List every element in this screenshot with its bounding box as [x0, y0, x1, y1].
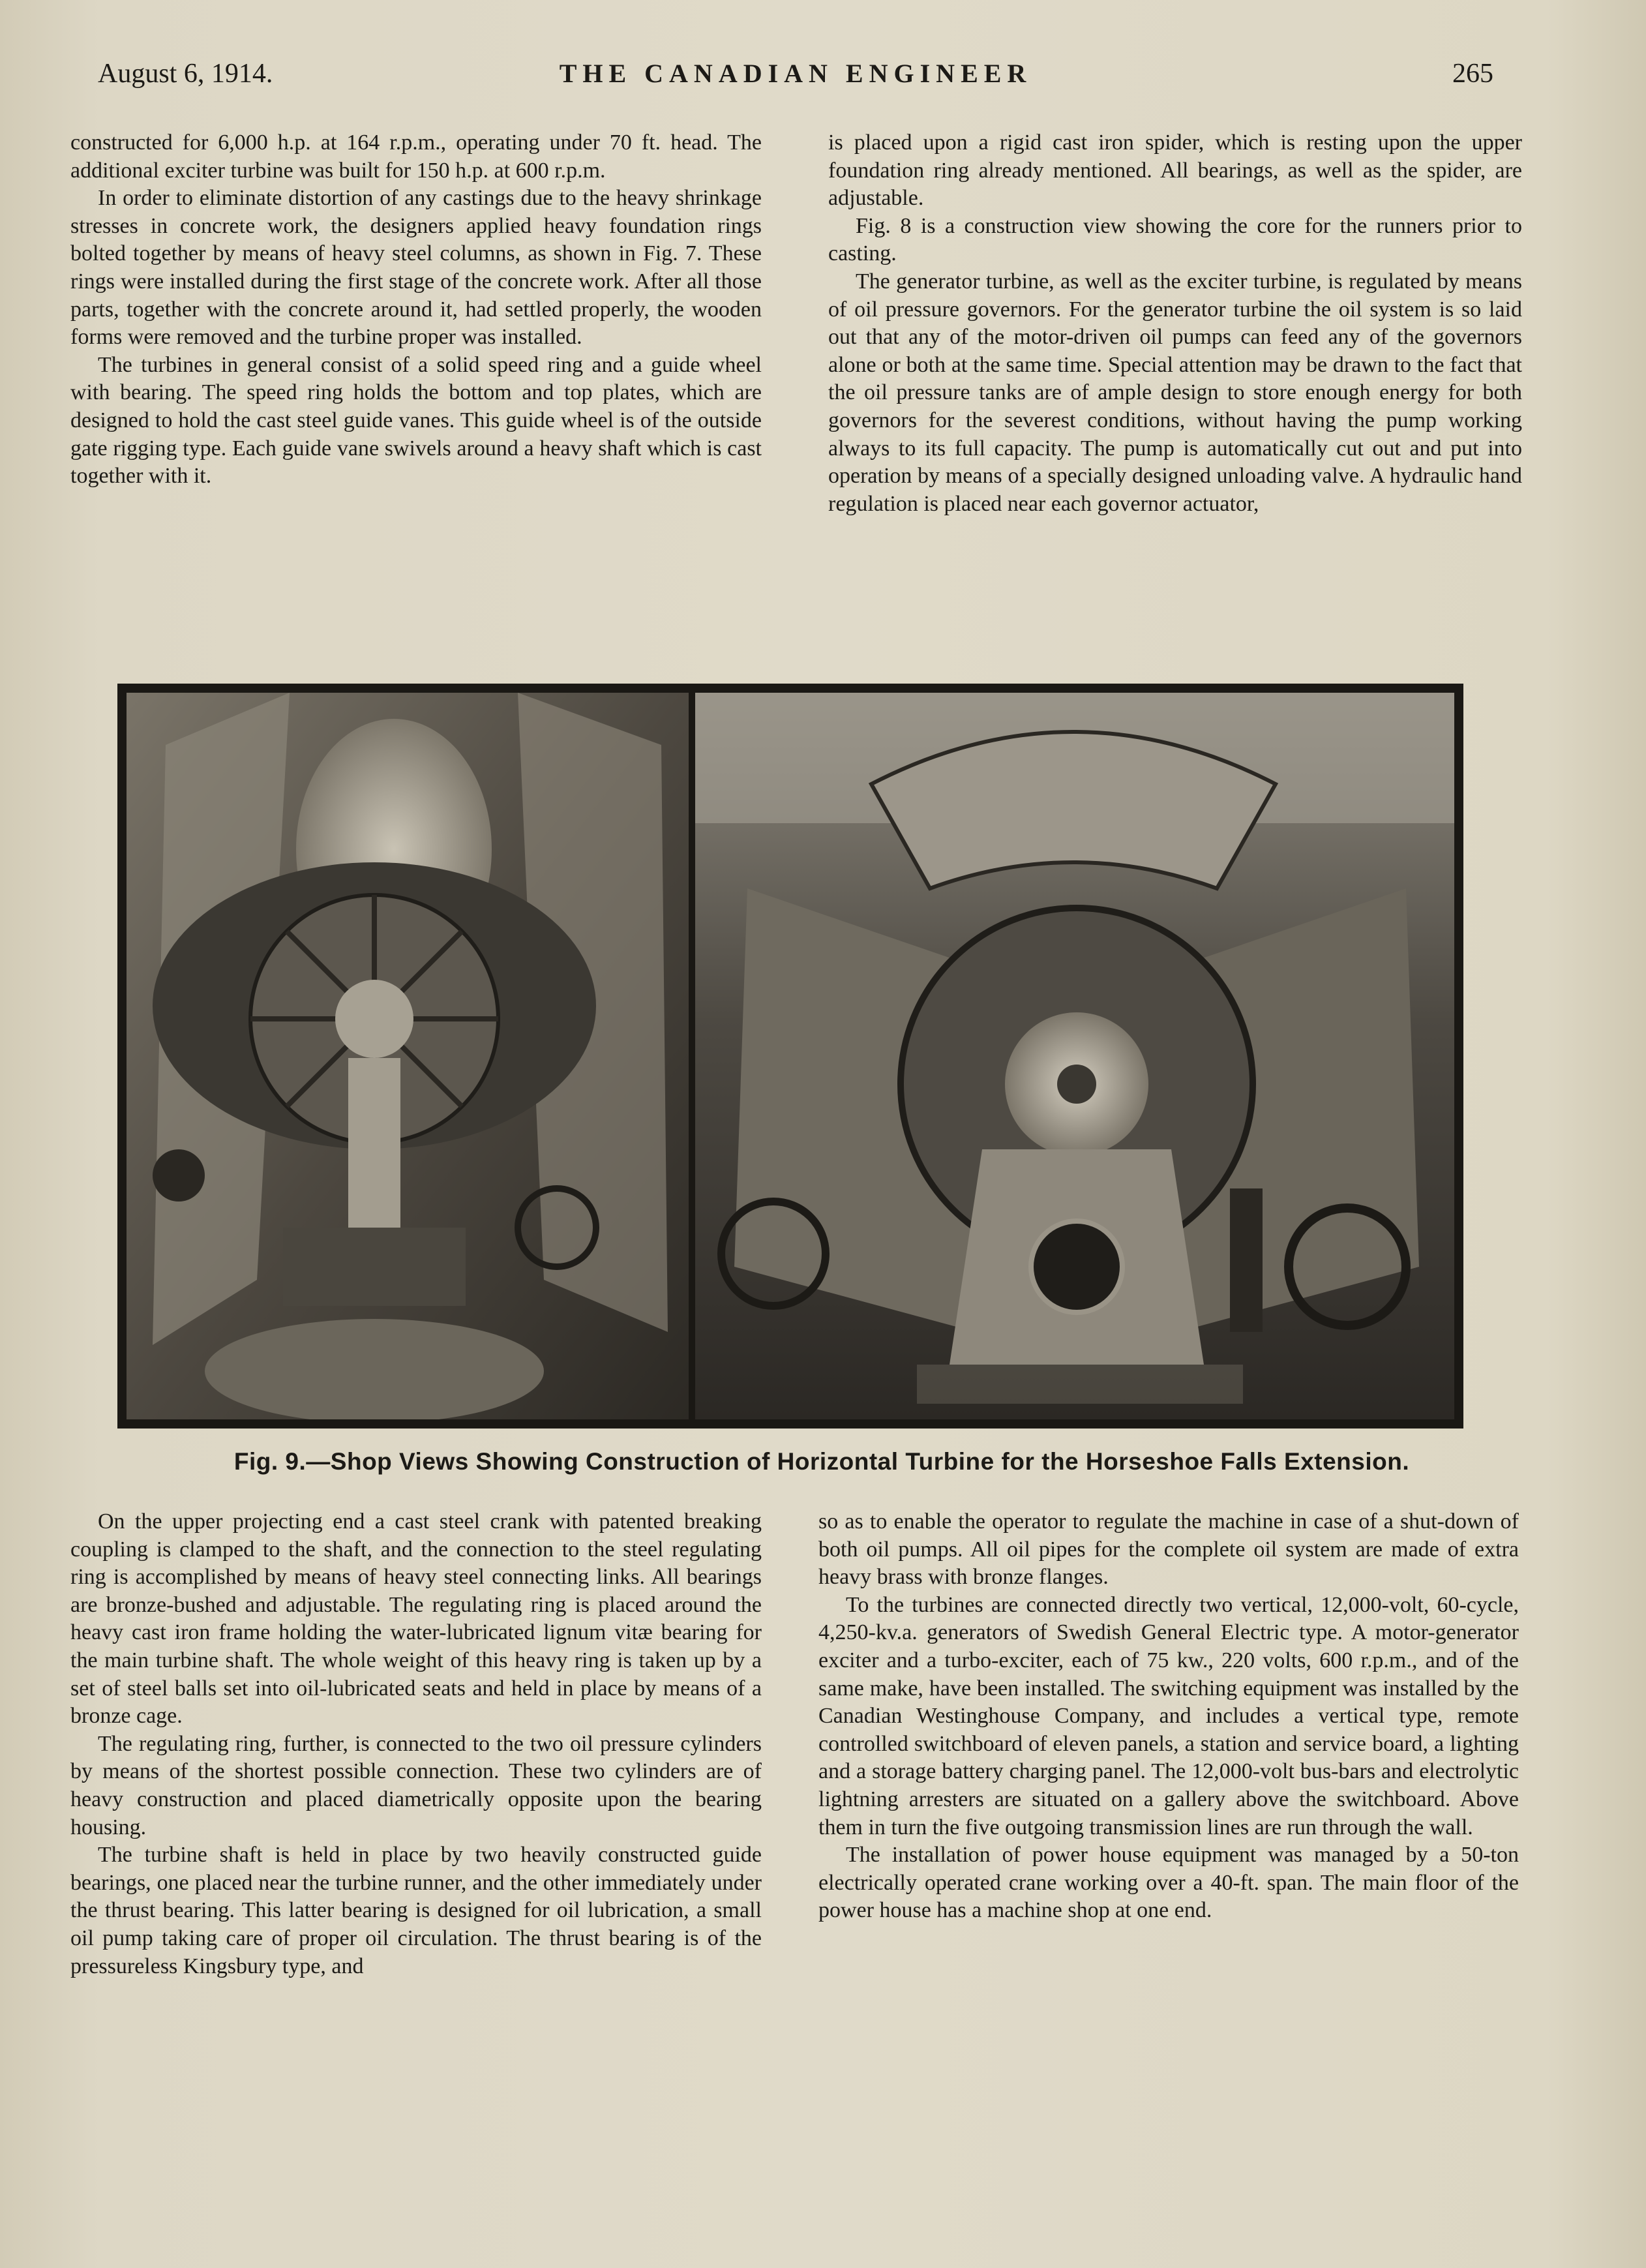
- photo-turbine-top-view: [127, 693, 689, 1419]
- paragraph: On the upper projecting end a cast steel crank with patented breaking coupling is clamped to the shaft, and the connection to the steel regulating ring is accomplished by means of heavy steel connecting links. All bearings are bronze-bushed and adjustable. The regulating ring is placed around the heavy cast iron frame holding the water-lubricated lignum vitæ bearing for the main turbine shaft. The whole weight of this heavy ring is taken up by a set of steel balls set into oil-lubricated seats and held in place by means of a bronze cage.: [70, 1509, 762, 1729]
- column-bottom-right: [818, 1508, 1519, 1925]
- page-number: 265: [1452, 59, 1493, 89]
- turbine-top-view-illustration: [127, 693, 689, 1419]
- paragraph: so as to enable the operator to regulate the machine in case of a shut-down of both oil pumps. All oil pipes for the complete oil system are made of extra heavy brass with bronze flanges.: [818, 1509, 1519, 1590]
- running-head: [98, 51, 1493, 97]
- paragraph: In order to eliminate distortion of any castings due to the heavy shrinkage stresses in concrete work, the designers applied heavy foundation rings bolted together by means of heavy steel columns, as shown in Fig. 7. These rings were installed during the first stage of the concrete work. After all those parts, together with the concrete around it, had settled properly, the wooden forms were removed and the turbine proper was installed.: [70, 186, 762, 350]
- paragraph: Fig. 8 is a construction view showing the core for the runners prior to casting.: [828, 213, 1522, 266]
- paragraph: To the turbines are connected directly two vertical, 12,000-volt, 60-cycle, 4,250-kv.a. generators of Swedish General Electric type. A motor-generator exciter and a turbo-exciter, each of 75 kw., 220 volts, 600 r.p.m., and of the same make, have been installed. The switching equipment was installed by the Canadian Westinghouse Company, and includes a vertical type, remote controlled switchboard of eleven panels, a station and service board, a lighting and a storage battery charging panel. The 12,000-volt bus-bars and electrolytic lightning arresters are situated on a gallery above the switchboard. Above them in turn the five outgoing transmission lines are run through the wall.: [818, 1592, 1519, 1839]
- paragraph: constructed for 6,000 h.p. at 164 r.p.m., operating under 70 ft. head. The additional exciter turbine was built for 150 h.p. at 600 r.p.m.: [70, 130, 762, 183]
- paragraph: The turbines in general consist of a solid speed ring and a guide wheel with bearing. The speed ring holds the bottom and top plates, which are designed to hold the cast steel guide vanes. This guide wheel is of the outside gate rigging type. Each guide vane swivels around a heavy shaft which is cast together with it.: [70, 352, 762, 489]
- column-top-right: [828, 129, 1522, 518]
- paragraph: The regulating ring, further, is connected to the two oil pressure cylinders by means of the shortest possible connection. These two cylinders are of heavy construction and placed diametrically opposite upon the bearing housing.: [70, 1731, 762, 1839]
- paragraph: The installation of power house equipment was managed by a 50-ton electrically operated crane working over a 40-ft. span. The main floor of the power house has a machine shop at one end.: [818, 1843, 1519, 1923]
- paragraph: The turbine shaft is held in place by two heavily constructed guide bearings, one placed near the turbine runner, and the other immediately under the thrust bearing. This latter bearing is designed for oil lubrication, a small oil pump taking care of proper oil circulation. The thrust bearing is of the pressureless Kingsbury type, and: [70, 1843, 762, 1978]
- figure-caption: Fig. 9.—Shop Views Showing Construction of Horizontal Turbine for the Horseshoe Falls Extension.: [233, 1448, 1410, 1475]
- photo-turbine-casing-view: [695, 693, 1454, 1419]
- turbine-casing-illustration: [695, 693, 1454, 1419]
- paragraph: The generator turbine, as well as the exciter turbine, is regulated by means of oil pressure governors. For the generator turbine the oil system is so laid out that any of the motor-driven oil pumps can feed any of the governors alone or both at the same time. Special attention may be drawn to the fact that the oil pressure tanks are of ample design to store enough energy for both governors for the severest conditions, without having the pump working always to its full capacity. The pump is automatically cut out and put into operation by means of a specially designed unloading valve. A hydraulic hand regulation is placed near each governor actuator,: [828, 269, 1522, 516]
- figure-9: [117, 684, 1463, 1429]
- journal-title: THE CANADIAN ENGINEER: [559, 59, 1032, 88]
- column-bottom-left: [70, 1508, 762, 1980]
- column-top-left: [70, 129, 762, 491]
- issue-date: August 6, 1914.: [98, 59, 273, 89]
- paragraph: is placed upon a rigid cast iron spider, which is resting upon the upper foundation ring already mentioned. All bearings, as well as the spider, are adjustable.: [828, 130, 1522, 211]
